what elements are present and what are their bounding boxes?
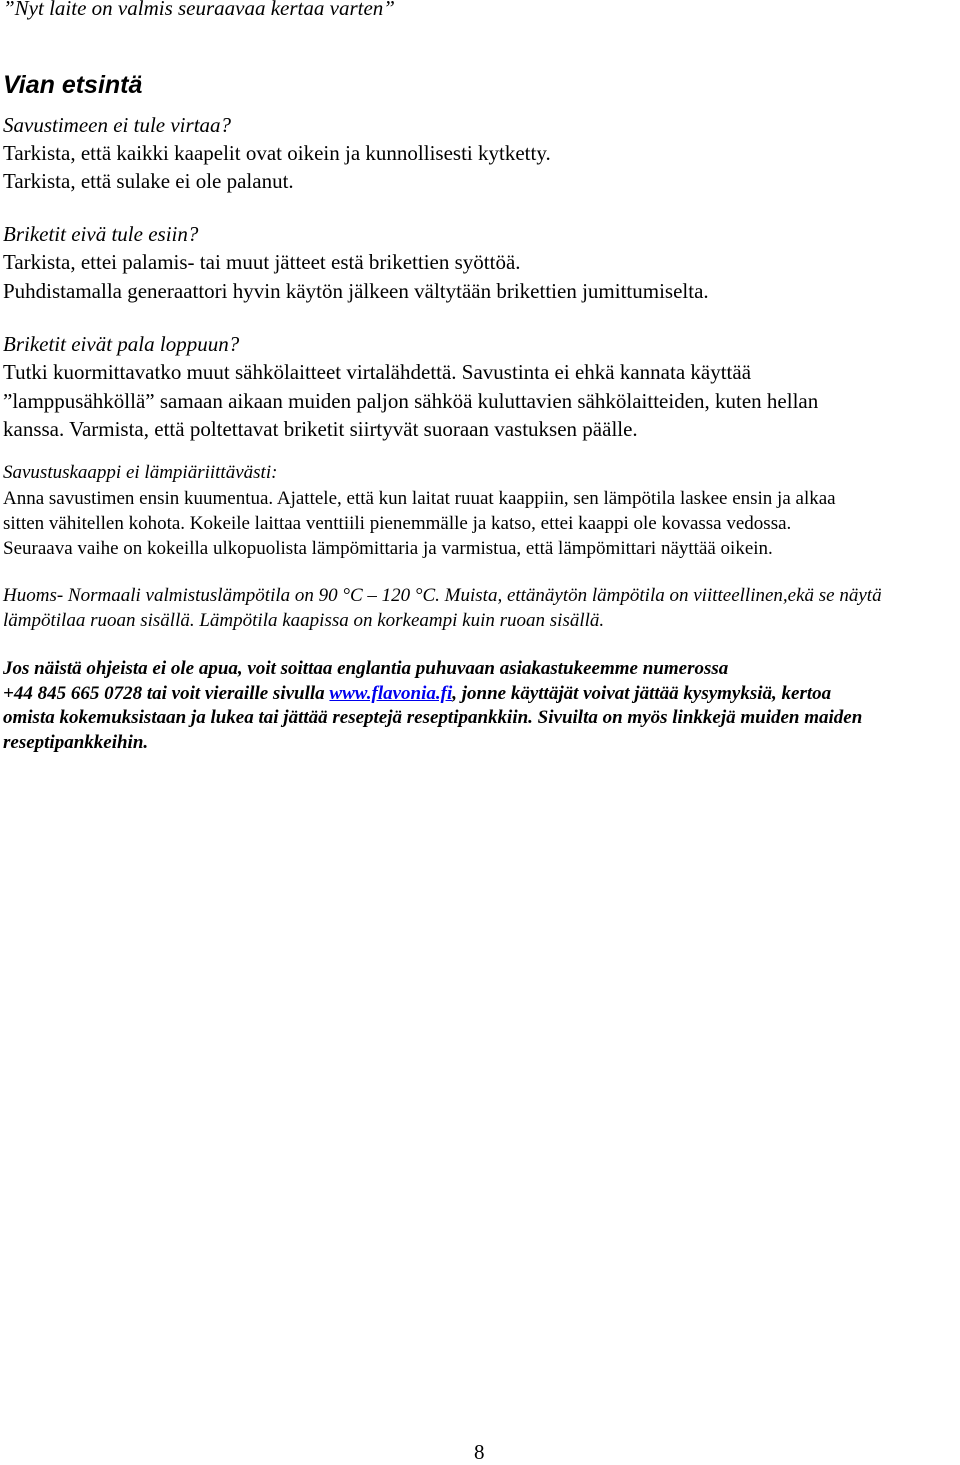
answer-line: Tutki kuormittavatko muut sähkölaitteet virtalähdettä. Savustinta ei ehkä kannata käyttää (3, 360, 752, 384)
page-number: 8 (474, 1440, 485, 1464)
question-burning: Briketit eivät pala loppuun? (3, 332, 240, 356)
answer-line: ”lamppusähköllä” samaan aikaan muiden paljon sähköä kuluttavien sähkölaitteiden, kuten hellan (3, 389, 819, 413)
answer-line: sitten vähitellen kohota. Kokeile laittaa venttiili pienemmälle ja katso, ettei kaappi ole kovassa vedossa. (3, 513, 792, 534)
question-heating: Savustuskaappi ei lämpiäriittävästi: (3, 462, 278, 483)
answer-line: kanssa. Varmista, että poltettavat briketit siirtyvät suoraan vastuksen päälle. (3, 417, 638, 441)
section-heading: Vian etsintä (3, 71, 143, 99)
header-note: ”Nyt laite on valmis seuraavaa kertaa varten” (3, 0, 395, 20)
answer-line: Tarkista, että sulake ei ole palanut. (3, 169, 294, 193)
temperature-note: Huoms- Normaali valmistuslämpötila on 90 °C – 120 °C. Muista, ettänäytön lämpötila on viitteellinen,ekä se näytä (3, 585, 882, 606)
answer-line: Anna savustimen ensin kuumentua. Ajattele, että kun laitat ruuat kaappiin, sen lämpötila laskee ensin ja alkaa (3, 488, 836, 509)
answer-line: Puhdistamalla generaattori hyvin käytön jälkeen vältytään brikettien jumittumiselta. (3, 279, 709, 303)
answer-line: Tarkista, että kaikki kaapelit ovat oikein ja kunnollisesti kytketty. (3, 141, 551, 165)
answer-line: Tarkista, ettei palamis- tai muut jätteet estä brikettien syöttöä. (3, 250, 521, 274)
question-briquettes: Briketit eivä tule esiin? (3, 222, 199, 246)
question-power: Savustimeen ei tule virtaa? (3, 113, 232, 137)
contact-text: +44 845 665 0728 tai voit vieraille sivulla (3, 683, 330, 704)
temperature-note: lämpötilaa ruoan sisällä. Lämpötila kaapissa on korkeampi kuin ruoan sisällä. (3, 610, 605, 631)
contact-line: omista kokemuksistaan ja lukea tai jättää reseptejä reseptipankkiin. Sivuilta on myös linkkejä muiden maiden (3, 707, 863, 728)
contact-line: Jos näistä ohjeista ei ole apua, voit soittaa englantia puhuvaan asiakastukeemme numerossa (3, 658, 729, 679)
contact-text: , jonne käyttäjät voivat jättää kysymyksiä, kertoa (452, 683, 832, 704)
contact-line: reseptipankkeihin. (3, 732, 149, 753)
answer-line: Seuraava vaihe on kokeilla ulkopuolista lämpömittaria ja varmistua, että lämpömittari näyttää oikein. (3, 538, 773, 559)
website-link[interactable]: www.flavonia.fi (329, 683, 453, 704)
contact-line (3, 683, 831, 705)
